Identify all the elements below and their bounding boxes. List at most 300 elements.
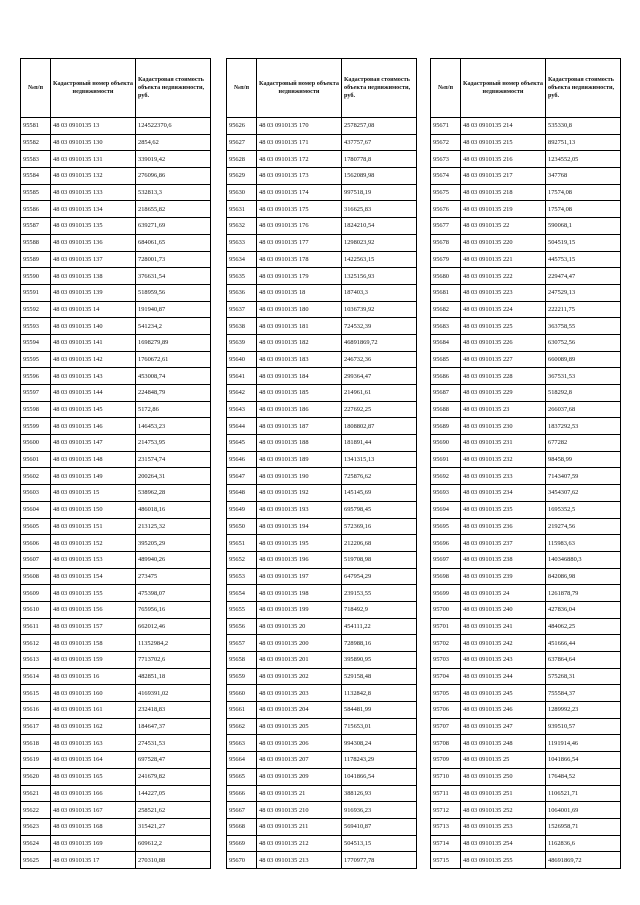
table-row	[227, 118, 417, 135]
cadastral-value: 532813,3	[136, 184, 211, 201]
cadastral-number: 48 03 0910135 204	[257, 702, 342, 719]
cadastral-value: 363758,55	[546, 318, 621, 335]
table-row	[431, 301, 621, 318]
cadastral-value: 453008,74	[136, 368, 211, 385]
cadastral-value: 1261878,79	[546, 585, 621, 602]
table-row	[431, 435, 621, 452]
cadastral-number: 48 03 0910135 229	[461, 385, 546, 402]
cadastral-value: 214753,95	[136, 435, 211, 452]
row-number: 95614	[21, 668, 51, 685]
cadastral-value: 1191914,46	[546, 735, 621, 752]
table-row	[21, 568, 211, 585]
cadastral-number: 48 03 0910135 188	[257, 435, 342, 452]
table-row	[431, 401, 621, 418]
cadastral-number: 48 03 0910135 142	[51, 351, 136, 368]
table-row	[227, 835, 417, 852]
table-row	[431, 735, 621, 752]
table-row	[21, 752, 211, 769]
row-number: 95605	[21, 518, 51, 535]
table-row	[227, 818, 417, 835]
cadastral-number: 48 03 0910135 161	[51, 702, 136, 719]
table-row	[431, 568, 621, 585]
cadastral-value: 504519,15	[546, 234, 621, 251]
cadastral-value: 367531,53	[546, 368, 621, 385]
cadastral-value: 1562089,98	[342, 168, 417, 185]
cadastral-number: 48 03 0910135 209	[257, 768, 342, 785]
cadastral-number: 48 03 0910135 167	[51, 802, 136, 819]
table-row	[227, 201, 417, 218]
row-number: 95667	[227, 802, 257, 819]
cadastral-value: 842086,98	[546, 568, 621, 585]
cadastral-value: 5172,86	[136, 401, 211, 418]
cadastral-value: 916936,23	[342, 802, 417, 819]
cadastral-value: 609612,2	[136, 835, 211, 852]
cadastral-value: 538962,28	[136, 485, 211, 502]
cadastral-number: 48 03 0910135 17	[51, 852, 136, 869]
table-row	[21, 234, 211, 251]
cadastral-value: 1162836,6	[546, 835, 621, 852]
row-number: 95603	[21, 485, 51, 502]
cadastral-number: 48 03 0910135 212	[257, 835, 342, 852]
row-number: 95706	[431, 702, 461, 719]
cadastral-value: 1780778,8	[342, 151, 417, 168]
table-row	[431, 618, 621, 635]
cadastral-number: 48 03 0910135 232	[461, 451, 546, 468]
cadastral-value: 184647,37	[136, 718, 211, 735]
table-row	[227, 601, 417, 618]
cadastral-number: 48 03 0910135 250	[461, 768, 546, 785]
row-number: 95684	[431, 334, 461, 351]
cadastral-number: 48 03 0910135 205	[257, 718, 342, 735]
row-number: 95650	[227, 518, 257, 535]
cadastral-value: 677282	[546, 435, 621, 452]
table-row	[431, 451, 621, 468]
table-row	[227, 568, 417, 585]
cadastral-value: 241679,82	[136, 768, 211, 785]
cadastral-number: 48 03 0910135 149	[51, 468, 136, 485]
row-number: 95630	[227, 184, 257, 201]
cadastral-number: 48 03 0910135 137	[51, 251, 136, 268]
table-row	[21, 401, 211, 418]
cadastral-number: 48 03 0910135 213	[257, 852, 342, 869]
row-number: 95610	[21, 601, 51, 618]
cadastral-number: 48 03 0910135 181	[257, 318, 342, 335]
row-number: 95701	[431, 618, 461, 635]
cadastral-value: 1041866,54	[342, 768, 417, 785]
row-number: 95582	[21, 134, 51, 151]
cadastral-number: 48 03 0910135 152	[51, 535, 136, 552]
table-row	[21, 451, 211, 468]
row-number: 95709	[431, 752, 461, 769]
row-number: 95676	[431, 201, 461, 218]
table-row	[431, 785, 621, 802]
cadastral-number: 48 03 0910135 160	[51, 685, 136, 702]
cadastral-number: 48 03 0910135 13	[51, 118, 136, 135]
cadastral-number: 48 03 0910135 203	[257, 685, 342, 702]
table-row	[431, 835, 621, 852]
cadastral-value: 684061,65	[136, 234, 211, 251]
cadastral-value: 115983,63	[546, 535, 621, 552]
row-number: 95690	[431, 435, 461, 452]
table-row	[431, 585, 621, 602]
row-number: 95700	[431, 601, 461, 618]
cadastral-value: 1234552,05	[546, 151, 621, 168]
cadastral-value: 1132842,8	[342, 685, 417, 702]
cadastral-value: 247529,13	[546, 284, 621, 301]
row-number: 95660	[227, 685, 257, 702]
row-number: 95618	[21, 735, 51, 752]
row-number: 95587	[21, 218, 51, 235]
row-number: 95669	[227, 835, 257, 852]
table-row	[431, 702, 621, 719]
row-number: 95612	[21, 635, 51, 652]
cadastral-value: 755584,37	[546, 685, 621, 702]
table-row	[21, 635, 211, 652]
row-number: 95648	[227, 485, 257, 502]
cadastral-number: 48 03 0910135 235	[461, 501, 546, 518]
cadastral-number: 48 03 0910135 172	[257, 151, 342, 168]
row-number: 95606	[21, 535, 51, 552]
cadastral-value: 939510,57	[546, 718, 621, 735]
cadastral-number: 48 03 0910135 231	[461, 435, 546, 452]
cadastral-value: 1106521,71	[546, 785, 621, 802]
cadastral-number: 48 03 0910135 169	[51, 835, 136, 852]
table-row	[227, 134, 417, 151]
cadastral-number: 48 03 0910135 207	[257, 752, 342, 769]
cadastral-value: 376631,54	[136, 268, 211, 285]
table-row	[431, 134, 621, 151]
cadastral-number: 48 03 0910135 202	[257, 668, 342, 685]
cadastral-value: 475398,07	[136, 585, 211, 602]
cadastral-number: 48 03 0910135 242	[461, 635, 546, 652]
cadastral-value: 200264,31	[136, 468, 211, 485]
table-row	[21, 435, 211, 452]
cadastral-value: 219274,56	[546, 518, 621, 535]
table-row	[431, 385, 621, 402]
table-row	[227, 618, 417, 635]
cadastral-number: 48 03 0910135 234	[461, 485, 546, 502]
table-row	[227, 435, 417, 452]
cadastral-number: 48 03 0910135 214	[461, 118, 546, 135]
table-row	[431, 752, 621, 769]
cadastral-value: 535330,8	[546, 118, 621, 135]
table-row	[21, 301, 211, 318]
row-number: 95597	[21, 385, 51, 402]
cadastral-number: 48 03 0910135 23	[461, 401, 546, 418]
cadastral-value: 590068,1	[546, 218, 621, 235]
row-number: 95692	[431, 468, 461, 485]
cadastral-number: 48 03 0910135 240	[461, 601, 546, 618]
cadastral-value: 1526958,71	[546, 818, 621, 835]
cadastral-number: 48 03 0910135 166	[51, 785, 136, 802]
cadastral-number: 48 03 0910135 220	[461, 234, 546, 251]
cadastral-number: 48 03 0910135 130	[51, 134, 136, 151]
cadastral-number: 48 03 0910135 155	[51, 585, 136, 602]
cadastral-number: 48 03 0910135 131	[51, 151, 136, 168]
row-number: 95653	[227, 568, 257, 585]
cadastral-number: 48 03 0910135 178	[257, 251, 342, 268]
cadastral-number: 48 03 0910135 254	[461, 835, 546, 852]
row-number: 95665	[227, 768, 257, 785]
table-row	[227, 551, 417, 568]
table-row	[431, 418, 621, 435]
table-row	[21, 485, 211, 502]
cadastral-value: 388126,93	[342, 785, 417, 802]
cadastral-number: 48 03 0910135 237	[461, 535, 546, 552]
cadastral-number: 48 03 0910135 244	[461, 668, 546, 685]
cadastral-value: 1325156,93	[342, 268, 417, 285]
cadastral-number: 48 03 0910135 20	[257, 618, 342, 635]
cadastral-number: 48 03 0910135 22	[461, 218, 546, 235]
cadastral-value: 231574,74	[136, 451, 211, 468]
row-number: 95629	[227, 168, 257, 185]
row-number: 95617	[21, 718, 51, 735]
cadastral-value: 1770977,78	[342, 852, 417, 869]
table-row	[431, 802, 621, 819]
cadastral-value: 1289992,23	[546, 702, 621, 719]
header-num: №п/п	[431, 59, 461, 118]
row-number: 95624	[21, 835, 51, 852]
cadastral-value: 258521,62	[136, 802, 211, 819]
row-number: 95711	[431, 785, 461, 802]
cadastral-value: 98458,99	[546, 451, 621, 468]
cadastral-value: 724532,39	[342, 318, 417, 335]
cadastral-number: 48 03 0910135 197	[257, 568, 342, 585]
row-number: 95589	[21, 251, 51, 268]
table-row	[227, 234, 417, 251]
cadastral-value: 518959,56	[136, 284, 211, 301]
cadastral-number: 48 03 0910135 253	[461, 818, 546, 835]
row-number: 95621	[21, 785, 51, 802]
cadastral-value: 1041866,54	[546, 752, 621, 769]
row-number: 95682	[431, 301, 461, 318]
table-row	[21, 685, 211, 702]
table-row	[431, 485, 621, 502]
row-number: 95588	[21, 234, 51, 251]
table-row	[227, 668, 417, 685]
cadastral-number: 48 03 0910135 140	[51, 318, 136, 335]
row-number: 95592	[21, 301, 51, 318]
table-row	[431, 368, 621, 385]
cadastral-number: 48 03 0910135 153	[51, 551, 136, 568]
table-row	[431, 334, 621, 351]
cadastral-number: 48 03 0910135 163	[51, 735, 136, 752]
cadastral-number: 48 03 0910135 158	[51, 635, 136, 652]
cadastral-value: 124522370,6	[136, 118, 211, 135]
cadastral-value: 437757,67	[342, 134, 417, 151]
cadastral-number: 48 03 0910135 141	[51, 334, 136, 351]
cadastral-value: 316625,83	[342, 201, 417, 218]
cadastral-value: 639271,69	[136, 218, 211, 235]
row-number: 95656	[227, 618, 257, 635]
cadastral-number: 48 03 0910135 157	[51, 618, 136, 635]
cadastral-number: 48 03 0910135 238	[461, 551, 546, 568]
cadastral-value: 715653,01	[342, 718, 417, 735]
cadastral-value: 181891,44	[342, 435, 417, 452]
cadastral-value: 144227,05	[136, 785, 211, 802]
cadastral-value: 725876,62	[342, 468, 417, 485]
cadastral-value: 7713702,6	[136, 652, 211, 669]
cadastral-value: 229474,47	[546, 268, 621, 285]
cadastral-value: 647954,29	[342, 568, 417, 585]
cadastral-number: 48 03 0910135 199	[257, 601, 342, 618]
table-row	[431, 234, 621, 251]
row-number: 95710	[431, 768, 461, 785]
cadastral-value: 3454307,62	[546, 485, 621, 502]
row-number: 95666	[227, 785, 257, 802]
row-number: 95599	[21, 418, 51, 435]
row-number: 95687	[431, 385, 461, 402]
cadastral-value: 1698279,89	[136, 334, 211, 351]
cadastral-value: 575268,31	[546, 668, 621, 685]
row-number: 95635	[227, 268, 257, 285]
cadastral-value: 1422563,15	[342, 251, 417, 268]
row-number: 95674	[431, 168, 461, 185]
table-row	[21, 852, 211, 869]
row-number: 95697	[431, 551, 461, 568]
row-number: 95714	[431, 835, 461, 852]
row-number: 95595	[21, 351, 51, 368]
row-number: 95591	[21, 284, 51, 301]
row-number: 95708	[431, 735, 461, 752]
row-number: 95620	[21, 768, 51, 785]
cadastral-number: 48 03 0910135 143	[51, 368, 136, 385]
cadastral-value: 4169391,02	[136, 685, 211, 702]
table-row	[21, 718, 211, 735]
row-number: 95601	[21, 451, 51, 468]
row-number: 95677	[431, 218, 461, 235]
row-number: 95668	[227, 818, 257, 835]
cadastral-number: 48 03 0910135 225	[461, 318, 546, 335]
cadastral-value: 765956,16	[136, 601, 211, 618]
table-row	[21, 134, 211, 151]
table-row	[21, 334, 211, 351]
cadastral-number: 48 03 0910135 184	[257, 368, 342, 385]
row-number: 95681	[431, 284, 461, 301]
table-row	[21, 268, 211, 285]
row-number: 95633	[227, 234, 257, 251]
cadastral-value: 1064001,69	[546, 802, 621, 819]
table-row	[21, 652, 211, 669]
cadastral-number: 48 03 0910135 174	[257, 184, 342, 201]
cadastral-number: 48 03 0910135 170	[257, 118, 342, 135]
row-number: 95661	[227, 702, 257, 719]
row-number: 95598	[21, 401, 51, 418]
cadastral-number: 48 03 0910135 177	[257, 234, 342, 251]
table-row	[227, 418, 417, 435]
cadastral-number: 48 03 0910135 176	[257, 218, 342, 235]
table-row	[227, 635, 417, 652]
table-row	[21, 385, 211, 402]
table-row	[21, 518, 211, 535]
table-row	[431, 151, 621, 168]
row-number: 95645	[227, 435, 257, 452]
row-number: 95712	[431, 802, 461, 819]
table-row	[227, 151, 417, 168]
table-row	[431, 468, 621, 485]
table-row	[21, 818, 211, 835]
cadastral-number: 48 03 0910135 180	[257, 301, 342, 318]
table-row	[227, 852, 417, 869]
cadastral-number: 48 03 0910135 16	[51, 668, 136, 685]
row-number: 95652	[227, 551, 257, 568]
row-number: 95688	[431, 401, 461, 418]
row-number: 95702	[431, 635, 461, 652]
table-row	[431, 201, 621, 218]
row-number: 95642	[227, 385, 257, 402]
cadastral-number: 48 03 0910135 21	[257, 785, 342, 802]
cadastral-number: 48 03 0910135 233	[461, 468, 546, 485]
cadastral-value: 145145,69	[342, 485, 417, 502]
row-number: 95613	[21, 652, 51, 669]
table-row	[227, 168, 417, 185]
table-row	[431, 218, 621, 235]
header-cad-value: Кадастровая стоимость объекта недвижимости, руб.	[136, 59, 211, 118]
table-row	[227, 735, 417, 752]
cadastral-value: 529158,48	[342, 668, 417, 685]
cadastral-value: 718492,9	[342, 601, 417, 618]
table-row	[21, 351, 211, 368]
cadastral-value: 1695352,5	[546, 501, 621, 518]
table-row	[227, 184, 417, 201]
table-row	[21, 318, 211, 335]
header-cad-num: Кадастровый номер объекта недвижимости	[461, 59, 546, 118]
row-number: 95634	[227, 251, 257, 268]
row-number: 95683	[431, 318, 461, 335]
row-number: 95600	[21, 435, 51, 452]
cadastral-number: 48 03 0910135 133	[51, 184, 136, 201]
cadastral-number: 48 03 0910135 135	[51, 218, 136, 235]
cadastral-number: 48 03 0910135 171	[257, 134, 342, 151]
header-cad-value: Кадастровая стоимость объекта недвижимости, руб.	[342, 59, 417, 118]
row-number: 95631	[227, 201, 257, 218]
row-number: 95657	[227, 635, 257, 652]
cadastral-value: 489940,26	[136, 551, 211, 568]
table-row	[227, 468, 417, 485]
row-number: 95654	[227, 585, 257, 602]
row-number: 95585	[21, 184, 51, 201]
table-row	[21, 418, 211, 435]
cadastral-number: 48 03 0910135 156	[51, 601, 136, 618]
cadastral-number: 48 03 0910135 162	[51, 718, 136, 735]
row-number: 95611	[21, 618, 51, 635]
cadastral-value: 569410,87	[342, 818, 417, 835]
cadastral-number: 48 03 0910135 196	[257, 551, 342, 568]
cadastral-value: 728988,16	[342, 635, 417, 652]
table-row	[227, 518, 417, 535]
table-row	[431, 268, 621, 285]
cadastral-number: 48 03 0910135 248	[461, 735, 546, 752]
header-cad-value: Кадастровая стоимость объекта недвижимости, руб.	[546, 59, 621, 118]
cadastral-number: 48 03 0910135 182	[257, 334, 342, 351]
table-row	[431, 718, 621, 735]
table-row	[21, 535, 211, 552]
table-row	[227, 385, 417, 402]
cadastral-value: 7143407,59	[546, 468, 621, 485]
cadastral-value: 637864,64	[546, 652, 621, 669]
cadastral-value: 191940,87	[136, 301, 211, 318]
table-row	[431, 635, 621, 652]
row-number: 95647	[227, 468, 257, 485]
cadastral-number: 48 03 0910135 134	[51, 201, 136, 218]
table-row	[431, 535, 621, 552]
cadastral-number: 48 03 0910135 189	[257, 451, 342, 468]
cadastral-number: 48 03 0910135 175	[257, 201, 342, 218]
row-number: 95694	[431, 501, 461, 518]
row-number: 95636	[227, 284, 257, 301]
table-row	[21, 218, 211, 235]
cadastral-number: 48 03 0910135 145	[51, 401, 136, 418]
